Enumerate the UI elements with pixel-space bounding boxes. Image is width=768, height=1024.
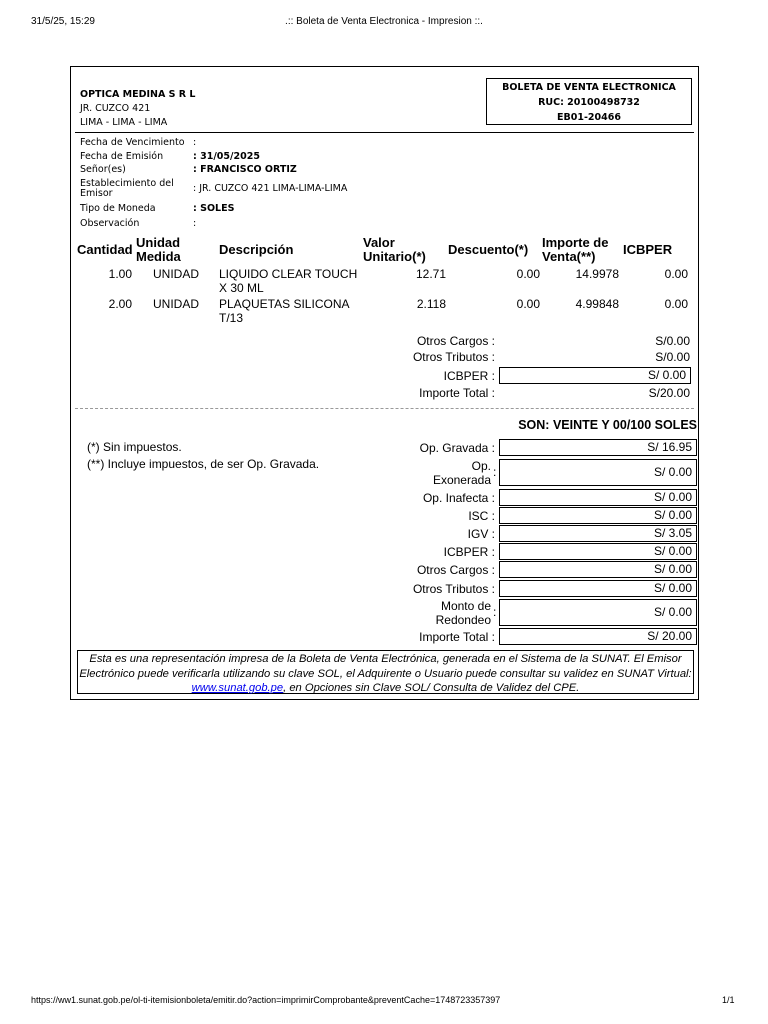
totals-value-icbper: S/ 0.00 xyxy=(499,543,697,560)
th-valor-line1: Valor xyxy=(363,235,395,250)
totals-label-op-exonerada xyxy=(371,459,491,487)
row1-valor: 12.71 xyxy=(415,267,446,281)
cargos-label-otros-tributos: Otros Tributos : xyxy=(412,350,495,364)
totals-value-isc: S/ 0.00 xyxy=(499,507,697,524)
legal-notice-text: Esta es una representación impresa de la Boleta de Venta Electrónica, generada en el Sistema de la SUNAT. El Emisor Electrónico puede verificarla utilizando su clave SOL, el Adquirente o Usuario puede consultar su validez en SUNAT Virtual: xyxy=(79,653,692,680)
totals-colon-exonerada: : xyxy=(493,465,497,479)
totals-label-icbper: ICBPER : xyxy=(443,545,495,559)
totals-value-redondeo: S/ 0.00 xyxy=(499,599,697,626)
cargos-value-otros-cargos: S/0.00 xyxy=(655,334,690,348)
totals-value-otros-cargos: S/ 0.00 xyxy=(499,561,697,578)
info-label-emision: Fecha de Emisión xyxy=(80,151,164,162)
row1-icbper: 0.00 xyxy=(664,267,688,281)
th-descripcion: Descripción xyxy=(219,242,294,257)
info-label-establecimiento xyxy=(80,179,174,199)
totals-value-importe-total: S/ 20.00 xyxy=(499,628,697,645)
cargos-value-importe-total: S/20.00 xyxy=(648,386,690,400)
row1-desc-line1: LIQUIDO CLEAR TOUCH xyxy=(219,267,358,281)
info-label-moneda: Tipo de Moneda xyxy=(80,203,156,214)
totals-value-op-inafecta: S/ 0.00 xyxy=(499,489,697,506)
totals-label-redondeo xyxy=(371,599,491,627)
totals-label-otros-tributos: Otros Tributos : xyxy=(412,582,495,596)
totals-label-isc: ISC : xyxy=(468,509,495,523)
totals-label-redondeo-line1: Monto de xyxy=(440,599,491,613)
th-importe-line1: Importe de xyxy=(542,235,609,250)
info-value-emision: : 31/05/2025 xyxy=(193,151,260,162)
totals-value-otros-tributos: S/ 0.00 xyxy=(499,580,697,597)
info-value-establecimiento: : JR. CUZCO 421 LIMA-LIMA-LIMA xyxy=(193,183,348,194)
totals-label-importe-total: Importe Total : xyxy=(419,630,495,644)
cargos-label-importe-total: Importe Total : xyxy=(419,386,495,400)
document-id-box xyxy=(486,78,692,125)
th-cantidad: Cantidad xyxy=(77,242,133,257)
row2-unidad: UNIDAD xyxy=(153,297,200,311)
th-unidad-line1: Unidad xyxy=(136,235,181,250)
totals-value-igv: S/ 3.05 xyxy=(499,525,697,542)
th-unidad-line2: Medida xyxy=(136,249,181,264)
row1-unidad: UNIDAD xyxy=(153,267,200,281)
info-value-cliente: : FRANCISCO ORTIZ xyxy=(193,164,297,175)
print-datetime: 31/5/25, 15:29 xyxy=(31,16,95,27)
th-valor-line2: Unitario(*) xyxy=(363,249,426,264)
row2-importe: 4.99848 xyxy=(575,297,619,311)
row2-valor: 2.118 xyxy=(416,297,446,311)
row2-cantidad: 2.00 xyxy=(108,297,132,311)
print-page-number: 1/1 xyxy=(722,995,735,1005)
th-valor-unitario xyxy=(363,236,426,264)
info-label-establecimiento-line1: Establecimiento del xyxy=(80,178,174,189)
print-url: https://ww1.sunat.gob.pe/ol-ti-itemisionboleta/emitir.do?action=imprimirComprobante&preventCache=1748723357397 xyxy=(31,995,501,1005)
totals-colon-redondeo: : xyxy=(493,605,497,619)
legal-notice xyxy=(77,650,694,694)
emisor-address: JR. CUZCO 421 xyxy=(80,103,151,114)
emisor-city: LIMA - LIMA - LIMA xyxy=(80,117,168,128)
header-divider xyxy=(75,132,694,133)
receipt-frame xyxy=(70,66,699,700)
th-importe-line2: Venta(**) xyxy=(542,249,596,264)
info-value-observacion: : xyxy=(193,218,197,229)
totals-label-op-gravada: Op. Gravada : xyxy=(419,441,495,455)
th-descuento: Descuento(*) xyxy=(448,242,529,257)
document-type: BOLETA DE VENTA ELECTRONICA xyxy=(502,82,676,93)
document-ruc: RUC: 20100498732 xyxy=(538,97,640,108)
amount-in-words: SON: VEINTE Y 00/100 SOLES xyxy=(518,418,697,432)
row2-icbper: 0.00 xyxy=(664,297,688,311)
document-number: EB01-20466 xyxy=(557,112,621,123)
row1-desc-line2: X 30 ML xyxy=(219,281,264,295)
totals-value-op-exonerada: S/ 0.00 xyxy=(499,459,697,486)
th-importe-venta xyxy=(542,236,608,264)
info-label-observacion: Observación xyxy=(80,218,140,229)
th-icbper: ICBPER xyxy=(623,242,673,257)
emisor-name: OPTICA MEDINA S R L xyxy=(80,89,196,100)
section-divider xyxy=(75,408,694,409)
totals-label-op-exonerada-line2: Exonerada xyxy=(432,473,491,487)
th-unidad-medida xyxy=(136,236,181,264)
row1-cantidad: 1.00 xyxy=(108,267,132,281)
print-title: .:: Boleta de Venta Electronica - Impresion ::. xyxy=(285,16,483,27)
info-value-moneda: : SOLES xyxy=(193,203,235,214)
totals-label-op-inafecta: Op. Inafecta : xyxy=(422,491,495,505)
totals-label-igv: IGV : xyxy=(467,527,495,541)
cargos-label-icbper: ICBPER : xyxy=(443,369,495,383)
row1-descripcion xyxy=(219,267,357,295)
cargos-value-otros-tributos: S/0.00 xyxy=(655,350,690,364)
row2-descripcion xyxy=(219,297,349,325)
info-value-vencimiento: : xyxy=(193,137,197,148)
row2-descuento: 0.00 xyxy=(516,297,540,311)
cargos-value-icbper: S/ 0.00 xyxy=(499,367,691,384)
totals-label-otros-cargos: Otros Cargos : xyxy=(416,563,495,577)
legal-notice-text-end: , en Opciones sin Clave SOL/ Consulta de Validez del CPE. xyxy=(283,682,580,694)
note-incluye-impuestos: (**) Incluye impuestos, de ser Op. Gravada. xyxy=(87,457,320,471)
info-label-cliente: Señor(es) xyxy=(80,164,126,175)
row2-desc-line1: PLAQUETAS SILICONA xyxy=(219,297,350,311)
row1-descuento: 0.00 xyxy=(516,267,540,281)
info-label-establecimiento-line2: Emisor xyxy=(80,188,113,199)
note-sin-impuestos: (*) Sin impuestos. xyxy=(87,440,182,454)
totals-value-op-gravada: S/ 16.95 xyxy=(499,439,697,456)
cargos-label-otros-cargos: Otros Cargos : xyxy=(416,334,495,348)
row2-desc-line2: T/13 xyxy=(219,311,244,325)
sunat-link[interactable]: www.sunat.gob.pe xyxy=(191,682,284,694)
info-label-vencimiento: Fecha de Vencimiento xyxy=(80,137,185,148)
totals-label-redondeo-line2: Redondeo xyxy=(435,613,491,627)
row1-importe: 14.9978 xyxy=(575,267,619,281)
totals-label-op-exonerada-line1: Op. xyxy=(471,459,491,473)
